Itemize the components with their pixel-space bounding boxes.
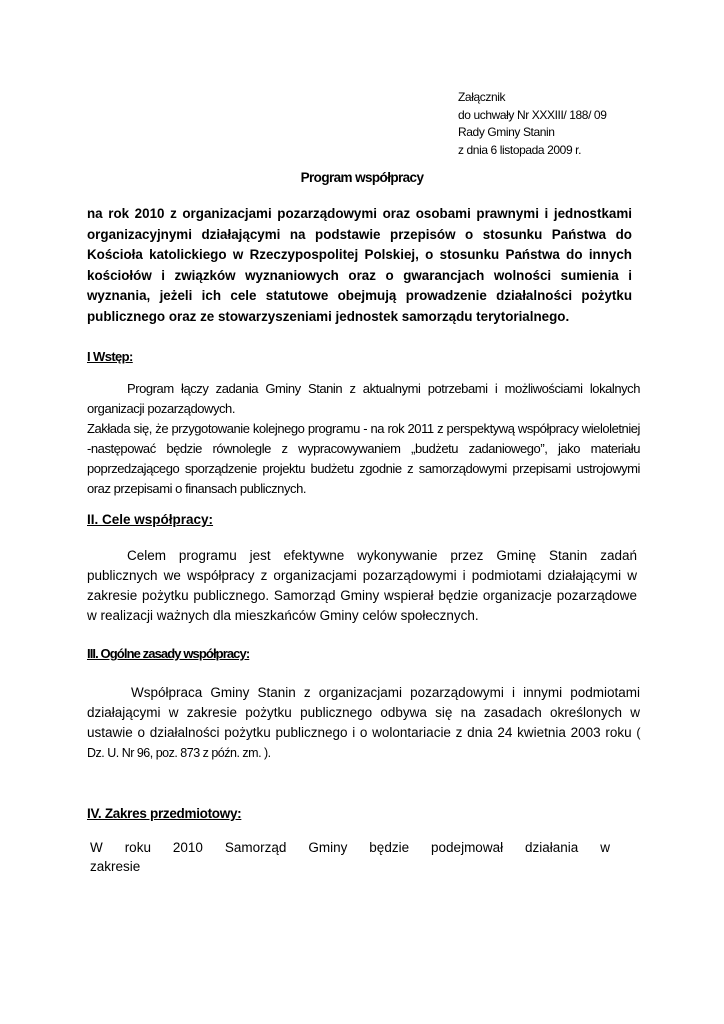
council-name: Rady Gminy Stanin — [458, 125, 555, 139]
scope-word: w — [600, 840, 610, 855]
scope-second-line: zakresie — [90, 859, 141, 874]
section-scope-body — [90, 838, 610, 876]
document-title: Program współpracy — [300, 170, 424, 185]
section-heading-scope: IV. Zakres przedmiotowy: — [87, 806, 242, 821]
scope-word: działania — [525, 840, 579, 855]
intro-paragraph: na rok 2010 z organizacjami pozarządowymi oraz osobami prawnymi i jednostkami organizacyjnymi działającymi na podstawie przepisów o stosunku Państwa do Kościoła katolickiego w Rzeczypospolitej Polskiej, o stosunku Państwa do innych kościołów i związków wyznaniowych oraz o gwarancjach wolności sumienia i wyznania, jeżeli ich cele statutowe obejmują prowadzenie działalności pożytku publicznego oraz ze stowarzyszeniami jednostek samorządu terytorialnego. — [87, 206, 632, 324]
scope-word: będzie — [369, 840, 410, 855]
scope-word: Gminy — [308, 840, 348, 855]
principles-text: Współpraca Gminy Stanin z organizacjami pozarządowymi i innymi podmiotami działającymi w zakresie pożytku publicznego odbywa się na zasadach określonych w ustawie o działalności pożytku publicznego i o wolontariacie z dnia 24 kwietnia 2003 roku — [87, 685, 640, 740]
scope-word: roku — [124, 840, 151, 855]
section-heading-goals: II. Cele współpracy: — [87, 512, 214, 527]
scope-word: W — [90, 840, 103, 855]
section-heading-principles: III. Ogólne zasady współpracy: — [87, 646, 250, 661]
scope-word: podejmował — [431, 840, 504, 855]
principles-citation: ( Dz. U. Nr 96, poz. 873 z późn. zm. ). — [87, 726, 640, 760]
section-goals-body: Celem programu jest efektywne wykonywanie przez Gminę Stanin zadań publicznych we współpracy z organizacjami pozarządowymi i podmiotami działającymi w zakresie pożytku publicznego. Samorząd Gminy wspierał będzie organizacje pozarządowe w realizacji ważnych dla mieszkańców Gminy celów społecznych. — [87, 548, 637, 623]
introduction-paragraph-1: Program łączy zadania Gminy Stanin z aktualnymi potrzebami i możliwościami lokalnych organizacji pozarządowych. — [87, 381, 640, 416]
attachment-label: Załącznik — [458, 90, 506, 104]
section-principles-body — [87, 683, 640, 763]
scope-word: 2010 — [172, 840, 203, 855]
section-introduction-body — [87, 379, 640, 499]
resolution-number: do uchwały Nr XXXIII/ 188/ 09 — [458, 107, 607, 122]
attachment-note — [458, 89, 606, 159]
introduction-paragraph-2: Zakłada się, że przygotowanie kolejnego programu - na rok 2011 z perspektywą współpracy wieloletniej -następować będzie równolegle z wypracowywaniem „budżetu zadaniowego”, jako materiału poprzedzającego sporządzenie projektu budżetu zgodnie z samorządowymi przepisami ustrojowymi oraz przepisami o finansach publicznych. — [87, 421, 640, 496]
resolution-date: z dnia 6 listopada 2009 r. — [458, 142, 582, 157]
scope-first-line — [90, 838, 610, 857]
scope-word: Samorząd — [224, 840, 287, 855]
section-heading-introduction: I Wstęp: — [87, 349, 133, 364]
